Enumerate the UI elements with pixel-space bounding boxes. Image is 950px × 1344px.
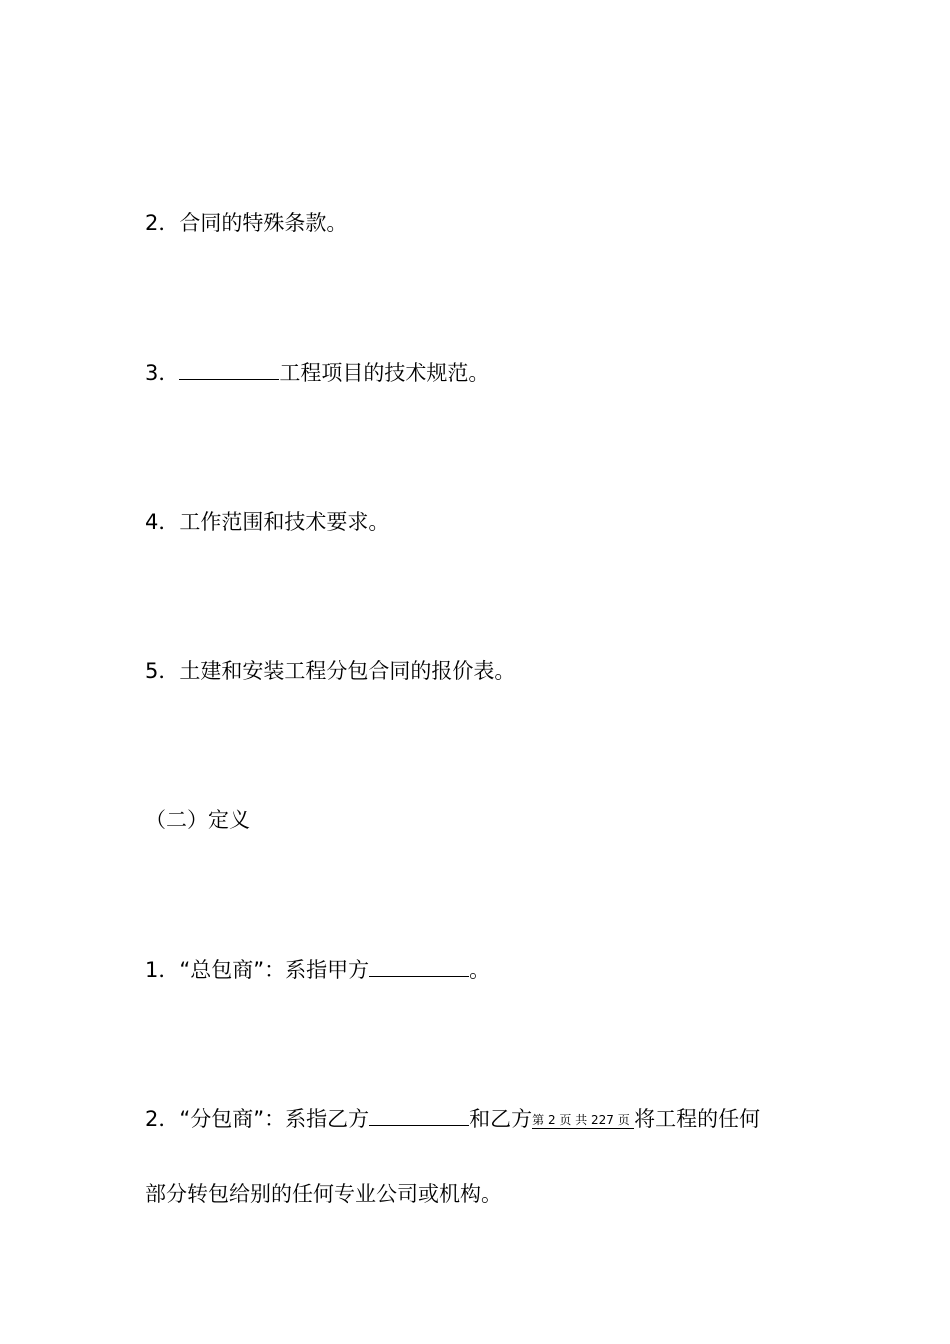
- item-text: 工程项目的技术规范。: [279, 361, 490, 385]
- item-scope: 4．工作范围和技术要求。: [145, 510, 390, 534]
- definition-end: 。: [469, 958, 491, 982]
- definition-subcontractor: [145, 1105, 760, 1133]
- definition-subcontractor-continued: 部分转包给别的任何专业公司或机构。: [145, 1182, 502, 1206]
- item-technical-spec: [145, 359, 489, 387]
- item-quote: 5．土建和安装工程分包合同的报价表。: [145, 659, 516, 683]
- item-number: 3．: [145, 361, 180, 385]
- page-indicator: 第 2 页 共 227 页: [532, 1112, 634, 1129]
- blank-field: [179, 359, 279, 380]
- definition-text: 2．“分包商”：系指乙方: [145, 1107, 370, 1131]
- section-title: （二）定义: [145, 808, 250, 832]
- blank-field: [369, 956, 469, 977]
- definition-mid: 和乙方: [469, 1107, 533, 1131]
- definition-text: 1．“总包商”：系指甲方: [145, 958, 370, 982]
- blank-field: [369, 1105, 469, 1126]
- definition-general-contractor: [145, 956, 490, 984]
- item-special-terms: 2．合同的特殊条款。: [145, 211, 348, 235]
- definition-after: 将工程的任何: [634, 1107, 761, 1131]
